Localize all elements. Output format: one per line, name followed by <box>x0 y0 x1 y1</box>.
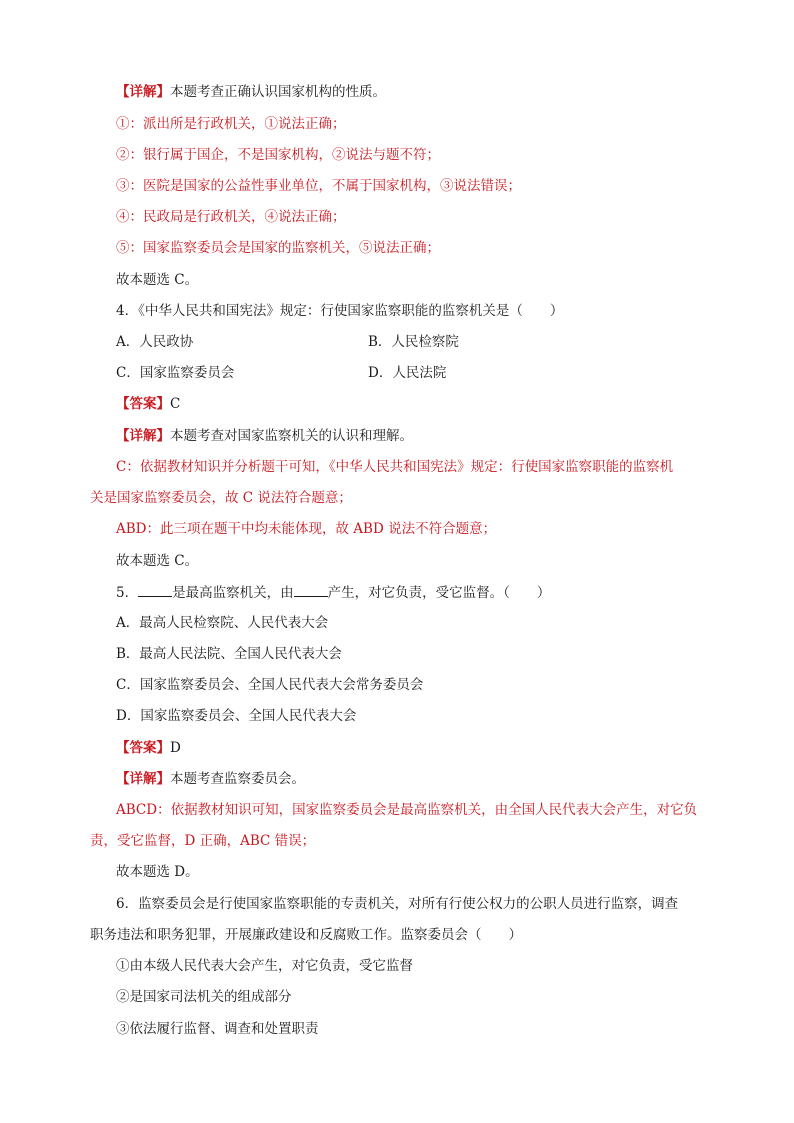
option-a: A．最高人民检察院、人民代表大会 <box>116 615 329 631</box>
explanation-line: ①：派出所是行政机关，①说法正确； <box>116 116 346 132</box>
detail-tag: 【详解】 <box>116 428 170 444</box>
explanation-line: 责，受它监督，D 正确，ABC 错误； <box>90 833 316 849</box>
option-d: D．国家监察委员会、全国人民代表大会 <box>116 708 357 724</box>
explanation-line: C：依据教材知识并分析题干可知，《中华人民共和国宪法》规定：行使国家监察职能的监察机 <box>116 459 674 475</box>
answer-line <box>116 738 181 758</box>
answer-tag: 【答案】 <box>116 740 170 756</box>
question-stem: 4．《中华人民共和国宪法》规定：行使国家监察职能的监察机关是（ ） <box>116 303 564 319</box>
explanation-line: ②：银行属于国企，不是国家机构，②说法与题不符； <box>116 147 440 163</box>
explanation-line: ABCD：依据教材知识可知，国家监察委员会是最高监察机关，由全国人民代表大会产生，对它负 <box>116 802 698 818</box>
option-c: C．国家监察委员会 <box>116 365 235 381</box>
answer-value: C <box>170 396 181 412</box>
conclusion-line: 故本题选 D。 <box>116 864 199 880</box>
option-c: C．国家监察委员会、全国人民代表大会常务委员会 <box>116 677 424 693</box>
conclusion-line: 故本题选 C。 <box>116 553 199 569</box>
explanation-line <box>116 426 413 446</box>
statement-item: ①由本级人民代表大会产生，对它负责，受它监督 <box>116 958 413 974</box>
question-stem: 6．监察委员会是行使国家监察职能的专责机关，对所有行使公权力的公职人员进行监察，调查 <box>116 896 679 912</box>
detail-text: 本题考查对国家监察机关的认识和理解。 <box>170 428 413 444</box>
answer-value: D <box>170 740 181 756</box>
statement-item: ③依法履行监督、调查和处置职责 <box>116 1021 319 1037</box>
answer-tag: 【答案】 <box>116 396 170 412</box>
stem-part: 5． <box>116 585 139 601</box>
detail-tag: 【详解】 <box>116 84 170 100</box>
stem-part: 是最高监察机关，由 <box>172 585 294 601</box>
fill-blank <box>294 582 328 597</box>
option-a: A．人民政协 <box>116 334 194 350</box>
detail-text: 本题考查监察委员会。 <box>170 771 305 787</box>
option-b: B．最高人民法院、全国人民代表大会 <box>116 646 342 662</box>
detail-tag: 【详解】 <box>116 771 170 787</box>
explanation-line: ABD：此三项在题干中均未能体现，故 ABD 说法不符合题意； <box>116 521 497 537</box>
explanation-line: 关是国家监察委员会，故 C 说法符合题意； <box>90 490 352 506</box>
question-stem <box>116 582 550 603</box>
statement-item: ②是国家司法机关的组成部分 <box>116 989 292 1005</box>
explanation-line: ⑤：国家监察委员会是国家的监察机关，⑤说法正确； <box>116 240 440 256</box>
answer-line <box>116 394 180 414</box>
conclusion-line: 故本题选 C。 <box>116 272 199 288</box>
stem-part: 产生，对它负责，受它监督。（ ） <box>327 585 551 601</box>
detail-text: 本题考查正确认识国家机构的性质。 <box>170 84 386 100</box>
explanation-line <box>116 769 305 789</box>
question-stem: 职务违法和职务犯罪，开展廉政建设和反腐败工作。监察委员会（ ） <box>90 927 522 943</box>
explanation-line <box>116 82 386 102</box>
option-d: D．人民法院 <box>368 365 447 381</box>
fill-blank <box>138 582 172 597</box>
option-b: B．人民检察院 <box>368 334 459 350</box>
explanation-line: ③：医院是国家的公益性事业单位，不属于国家机构，③说法错误； <box>116 178 521 194</box>
explanation-line: ④：民政局是行政机关，④说法正确； <box>116 209 346 225</box>
